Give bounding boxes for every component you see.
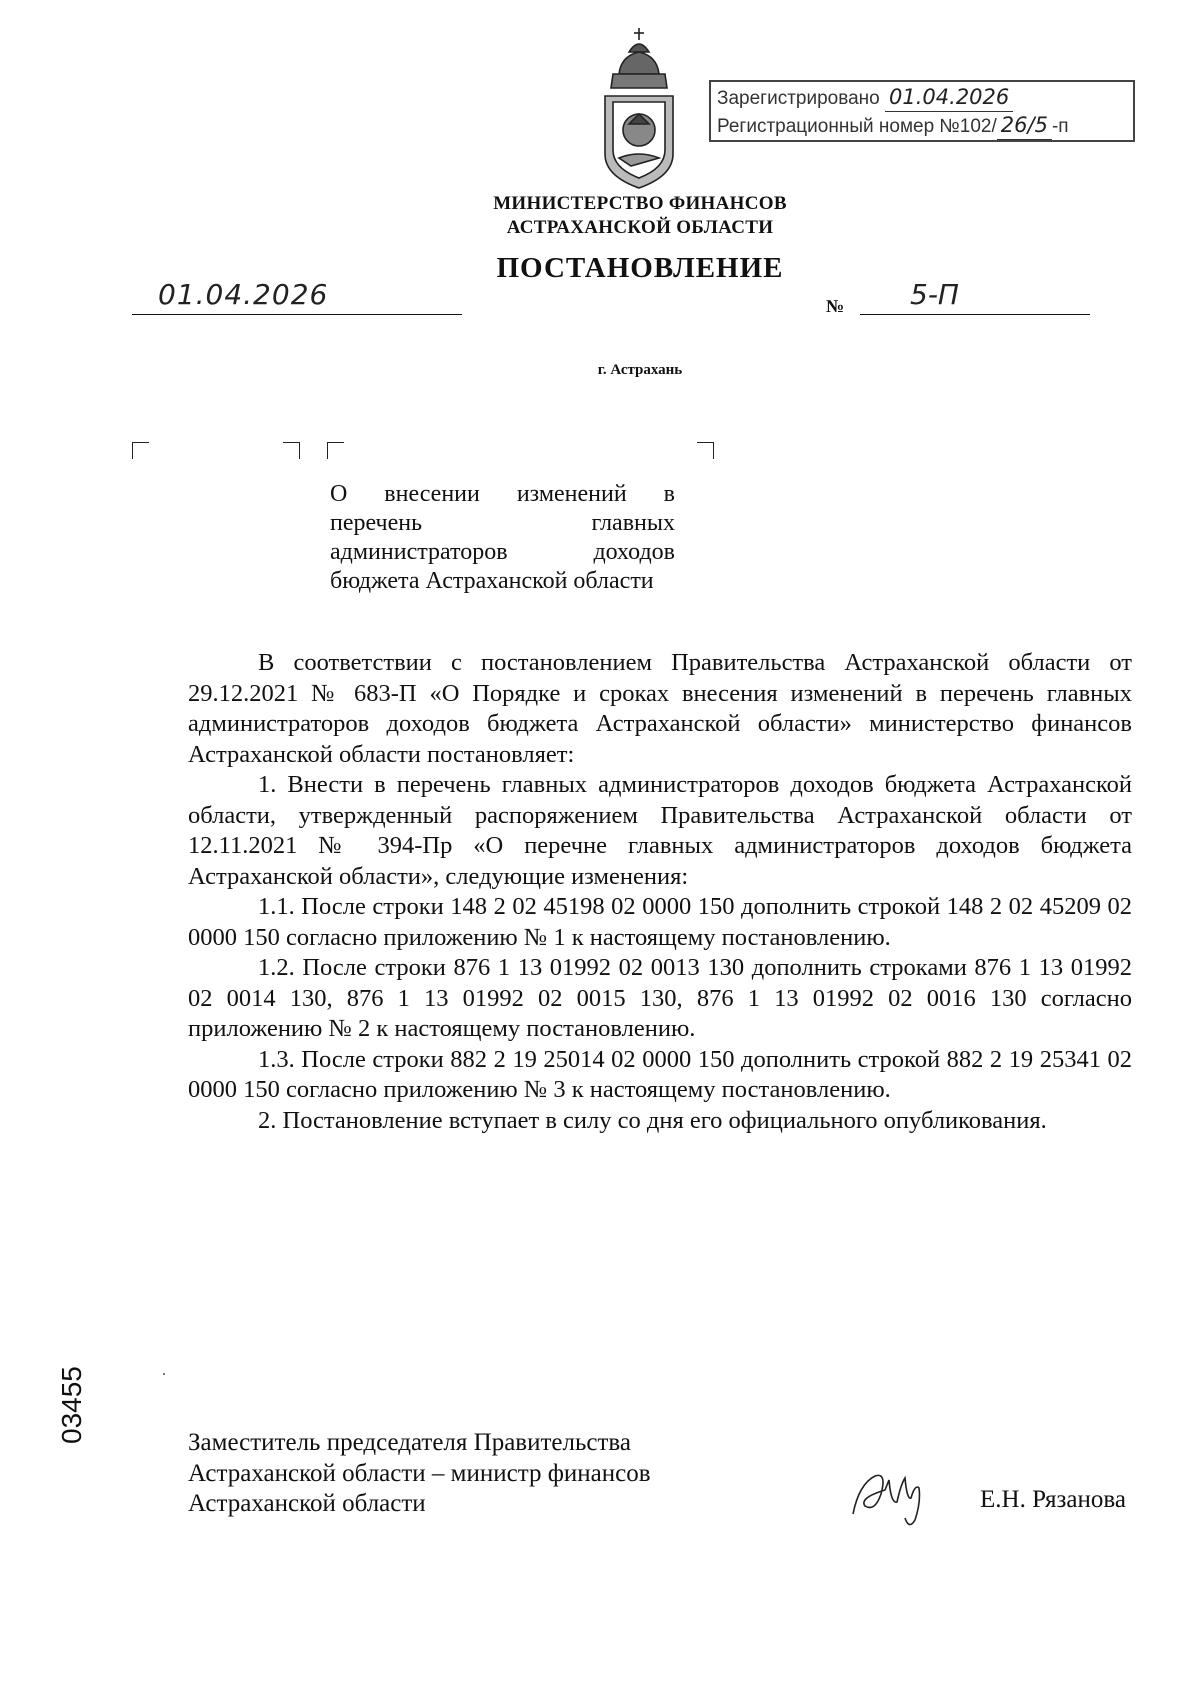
document-type: ПОСТАНОВЛЕНИЕ	[496, 252, 784, 284]
stamp-reg-number-suffix: -п	[1051, 116, 1069, 137]
scan-dot	[163, 1373, 165, 1375]
body-paragraph: 2. Постановление вступает в силу со дня его официального опубликования.	[258, 1106, 1047, 1134]
signer-title-line-1: Заместитель председателя Правительства	[188, 1429, 631, 1456]
city-name: г. Астрахань	[597, 362, 683, 378]
document-number: 5-П	[910, 278, 959, 311]
ministry-line-1: МИНИСТЕРСТВО ФИНАНСОВ	[493, 193, 787, 214]
document-subject: О внесении изменений в перечень главных администраторов доходов бюджета Астраханской области	[330, 481, 675, 594]
bracket-corner	[327, 442, 344, 459]
side-registration-number: 03455	[56, 1366, 87, 1444]
bracket-corner	[697, 442, 714, 459]
body-paragraph: 1.2. После строки 876 1 13 01992 02 0013 130 дополнить строками 876 1 13 01992 02 0014 130, 876 1 13 01992 02 0015 130, 876 1 13 01992 02 0016 130 согласно приложению № 2 к настоящему постановлению.	[188, 954, 1132, 1042]
ministry-name	[400, 192, 880, 240]
document-date-field	[132, 278, 462, 315]
document-body	[188, 648, 1132, 1136]
body-paragraph: 1. Внести в перечень главных администраторов доходов бюджета Астраханской области, утвержденный распоряжением Правительства Астраханской области от 12.11.2021 № 394-Пр «О перечне главных администраторов доходов бюджета Астраханской области», следующие изменения:	[188, 771, 1132, 890]
document-number-field	[860, 278, 1090, 315]
signer-title-line-3: Астраханской области	[188, 1490, 426, 1517]
signer-title	[188, 1428, 788, 1520]
stamp-registered-row	[717, 84, 1127, 112]
signer-title-line-2: Астраханской области – министр финансов	[188, 1459, 651, 1487]
document-date: 01.04.2026	[158, 278, 329, 311]
stamp-reg-number-label: Регистрационный номер №102/	[717, 116, 997, 137]
stamp-registered-date: 01.04.2026	[885, 84, 1013, 112]
stamp-reg-number-value: 26/5	[997, 112, 1052, 140]
body-paragraph: В соответствии с постановлением Правительства Астраханской области от 29.12.2021 № 683-П «О Порядке и сроках внесения изменений в перечень главных администраторов доходов бюджета Астраханской области» министерство финансов Астраханской области постановляет:	[188, 649, 1132, 768]
number-label: №	[826, 296, 845, 316]
stamp-reg-number-row	[717, 112, 1127, 140]
handwritten-signature-icon	[845, 1454, 945, 1534]
body-paragraph: 1.3. После строки 882 2 19 25014 02 0000 150 дополнить строкой 882 2 19 25341 02 0000 150 согласно приложению № 3 к настоящему постановлению.	[188, 1045, 1132, 1103]
bracket-corner	[283, 442, 300, 459]
signer-name: Е.Н. Рязанова	[980, 1486, 1126, 1513]
registration-stamp	[709, 80, 1135, 142]
astrakhan-coat-of-arms-icon	[591, 26, 687, 192]
stamp-registered-label: Зарегистрировано	[717, 88, 880, 109]
bracket-corner	[132, 442, 149, 459]
ministry-line-2: АСТРАХАНСКОЙ ОБЛАСТИ	[506, 217, 774, 238]
body-paragraph: 1.1. После строки 148 2 02 45198 02 0000 150 дополнить строкой 148 2 02 45209 02 0000 150 согласно приложению № 1 к настоящему постановлению.	[188, 893, 1132, 951]
